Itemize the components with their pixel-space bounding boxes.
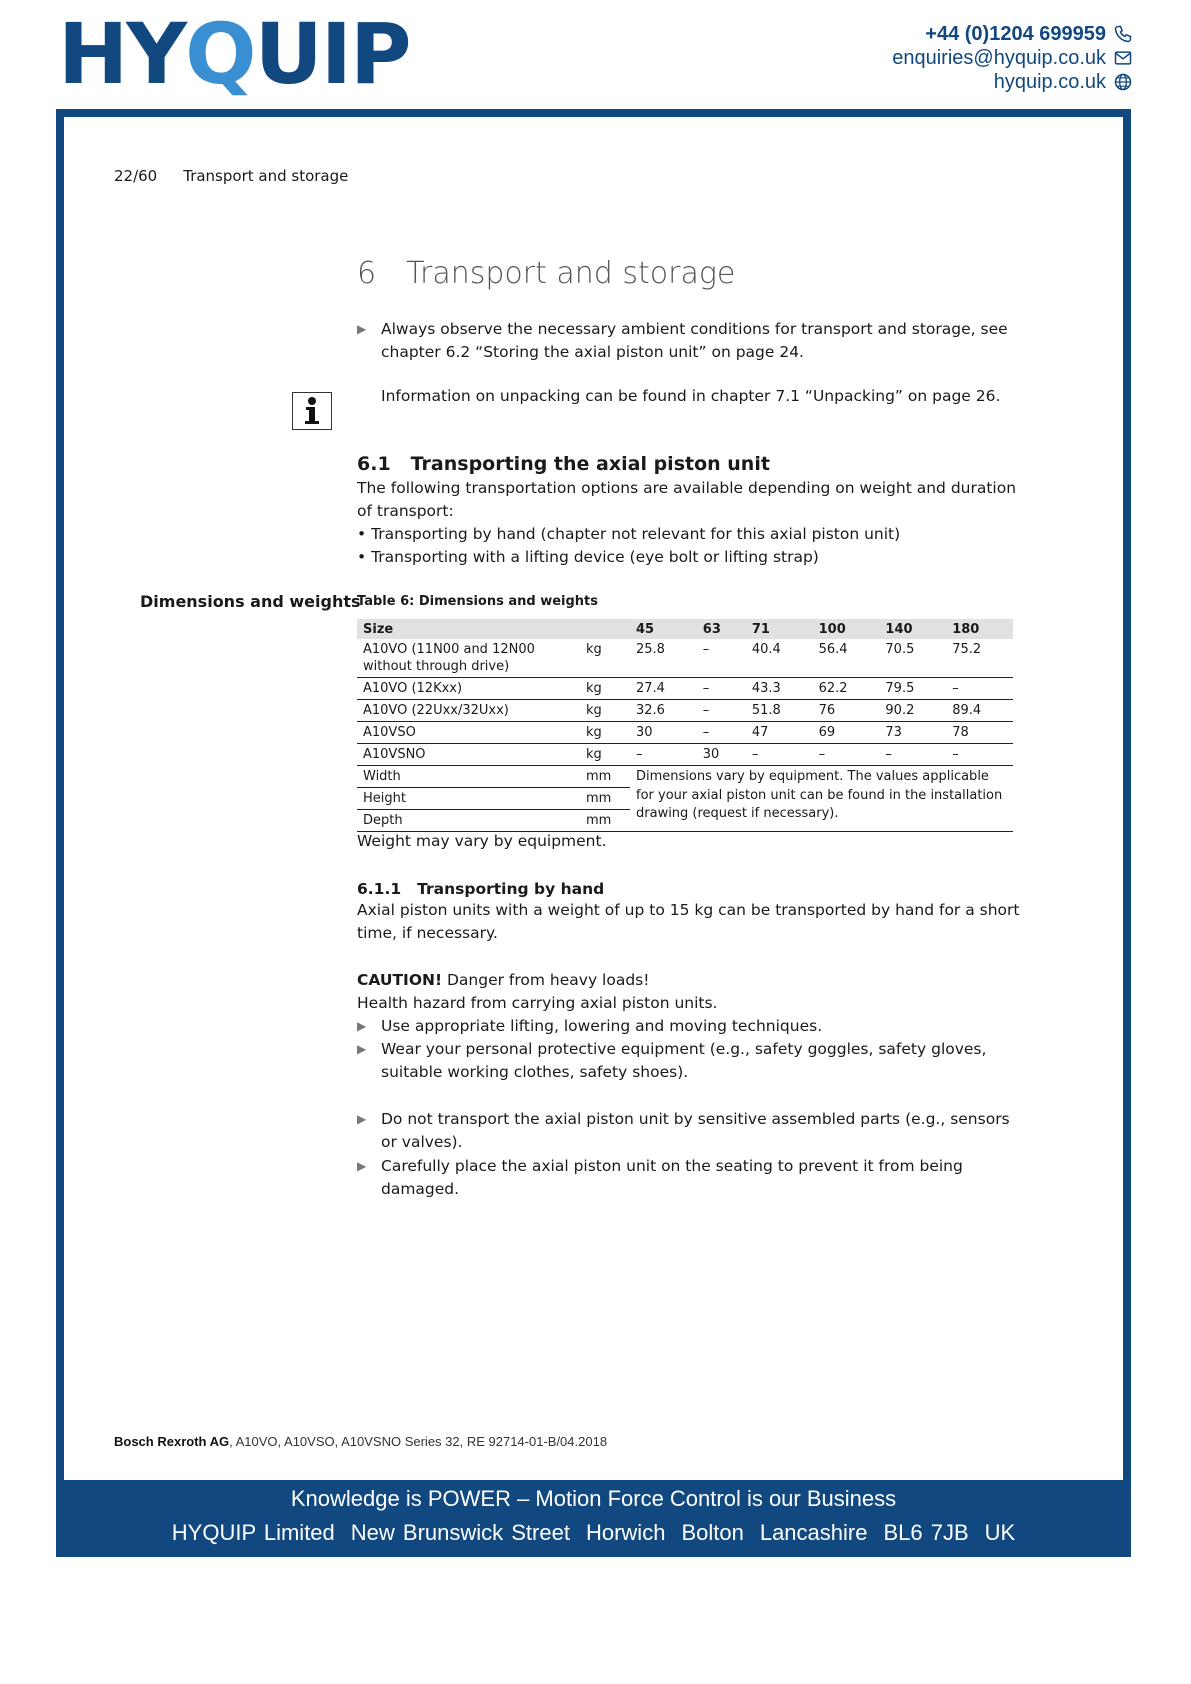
footer-slogan: Knowledge is POWER – Motion Force Control is our Business [290, 1486, 897, 1511]
table-row: Depth mm [357, 810, 1013, 832]
email-link[interactable]: enquiries@hyquip.co.uk [892, 46, 1106, 69]
document-footer: Bosch Rexroth AG, A10VO, A10VSO, A10VSNO Series 32, RE 92714-01-B/04.2018 [114, 1434, 608, 1449]
phone-number[interactable]: +44 (0)1204 699959 [925, 22, 1106, 45]
table-header-row: Size 45 63 71 100 140 180 [357, 619, 1013, 639]
table-row: Height mm [357, 788, 1013, 810]
dimensions-table [357, 619, 1013, 832]
weight-note: Weight may vary by equipment. [357, 832, 607, 850]
list-item: • Transporting with a lifting device (eye bolt or lifting strap) [357, 548, 819, 566]
page-number: 22/60 [114, 167, 158, 185]
table-row: A10VSNO kg – 30 – – – – [357, 744, 1013, 766]
triangle-bullet-icon: ▶ [357, 1159, 367, 1173]
table-row: A10VSO kg 30 – 47 69 73 78 [357, 722, 1013, 744]
table-row: A10VO (11N00 and 12N00 without through drive) kg 25.8 – 40.4 56.4 70.5 75.2 [357, 639, 1013, 678]
hyquip-logo: HYQUIP [58, 5, 410, 103]
info-icon [292, 392, 332, 430]
table-caption: Table 6: Dimensions and weights [357, 594, 599, 609]
dimensions-note: Dimensions vary by equipment. The values applicable for your axial piston unit can be found in the installation drawing (request if necessary). [630, 766, 1013, 832]
table-row: Width mm Dimensions vary by equipment. The values applicable for your axial piston unit can be found in the installation drawing (request if necessary). [357, 766, 1013, 788]
website-row [892, 70, 1133, 94]
chapter-heading [357, 256, 735, 291]
website-link[interactable]: hyquip.co.uk [993, 70, 1106, 93]
triangle-bullet-icon: ▶ [357, 1112, 367, 1126]
caution-label: CAUTION! [357, 971, 443, 989]
list-item: • Transporting by hand (chapter not relevant for this axial piston unit) [357, 525, 901, 543]
subsection-heading: 6.1.1 Transporting by hand [357, 880, 605, 898]
info-text: Information on unpacking can be found in chapter 7.1 “Unpacking” on page 26. [381, 387, 1001, 405]
caution-text: Health hazard from carrying axial piston units. [357, 994, 718, 1012]
phone-icon [1113, 24, 1133, 44]
page-header [114, 167, 348, 185]
triangle-bullet-icon: ▶ [357, 1042, 367, 1056]
table-row: A10VO (12Kxx) kg 27.4 – 43.3 62.2 79.5 – [357, 678, 1013, 700]
table-row: A10VO (22Uxx/32Uxx) kg 32.6 – 51.8 76 90.2 89.4 [357, 700, 1013, 722]
triangle-bullet-icon: ▶ [357, 1019, 367, 1033]
triangle-bullet-icon: ▶ [357, 322, 367, 336]
subsection-text: Axial piston units with a weight of up to 15 kg can be transported by hand for a short time, if necessary. [357, 901, 1020, 942]
section-intro: The following transportation options are available depending on weight and duration of transport: [357, 479, 1017, 520]
chapter-number: 6 [357, 256, 377, 291]
footer-company: Bosch Rexroth AG [114, 1434, 230, 1449]
footer-address: HYQUIP Limited New Brunswick Street Horwich Bolton Lancashire BL6 7JB UK [171, 1520, 1016, 1545]
section-heading: 6.1 Transporting the axial piston unit [357, 453, 770, 475]
side-label: Dimensions and weights [140, 592, 361, 611]
email-row [892, 46, 1133, 70]
phone-row [892, 22, 1133, 46]
globe-icon [1113, 72, 1133, 92]
contact-block [892, 22, 1133, 94]
chapter-title: Transport and storage [406, 256, 736, 291]
header-section: Transport and storage [183, 167, 349, 185]
envelope-icon [1113, 48, 1133, 68]
caution-line: CAUTION! Danger from heavy loads! [357, 971, 650, 989]
footer-band [56, 1480, 1131, 1557]
